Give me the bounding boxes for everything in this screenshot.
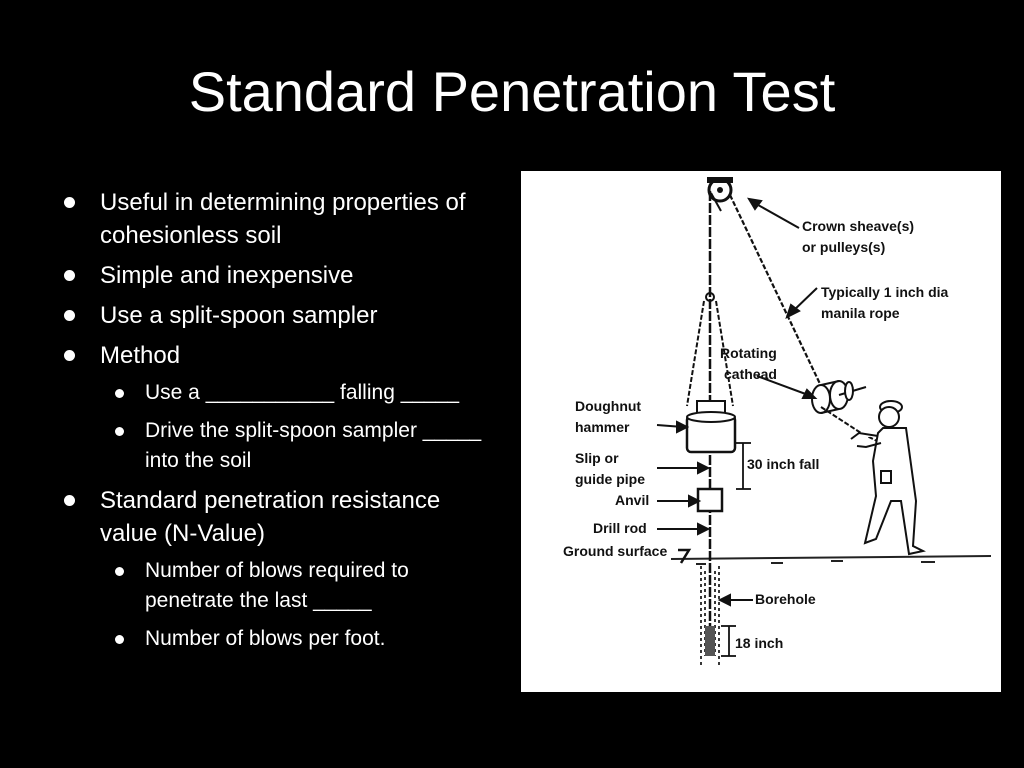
bullet-item xyxy=(60,299,500,332)
bullet-dot-icon xyxy=(115,635,124,644)
sub-bullet-text: Use a ___________ falling _____ xyxy=(145,381,460,404)
sub-bullet-item xyxy=(100,624,500,654)
sub-bullet-text: Drive the split-spoon sampler _____ into the soil xyxy=(145,419,482,472)
rotating-cathead xyxy=(812,381,866,413)
label-rope-1: Typically 1 inch dia xyxy=(821,284,949,300)
label-cathead-1: Rotating xyxy=(720,345,777,361)
label-anvil: Anvil xyxy=(615,492,650,508)
sub-bullet-list xyxy=(100,556,500,654)
slide-title: Standard Penetration Test xyxy=(188,60,836,123)
label-fall: 30 inch fall xyxy=(747,456,820,472)
depth-dimension xyxy=(721,626,736,656)
label-slip-1: Slip or xyxy=(575,450,619,466)
worker-figure xyxy=(851,401,923,554)
bullet-dot-icon xyxy=(64,495,75,506)
doughnut-hammer xyxy=(687,401,735,452)
spt-diagram xyxy=(521,171,1001,692)
bullet-item xyxy=(60,259,500,292)
callout-arrows xyxy=(657,199,820,605)
sub-bullet-list xyxy=(100,378,500,476)
bullet-dot-icon xyxy=(115,567,124,576)
label-cathead-2: cathead xyxy=(724,366,777,382)
bullet-dot-icon xyxy=(64,270,75,281)
label-depth: 18 inch xyxy=(735,635,784,651)
label-borehole: Borehole xyxy=(755,591,816,607)
sub-bullet-text: Number of blows per foot. xyxy=(145,627,386,650)
bullet-item xyxy=(60,484,500,654)
bullet-text: Useful in determining properties of cohesionless soil xyxy=(100,189,466,249)
bullet-dot-icon xyxy=(64,197,75,208)
bullet-dot-icon xyxy=(115,389,124,398)
bullet-item xyxy=(60,339,500,476)
bullet-dot-icon xyxy=(64,310,75,321)
anvil xyxy=(698,489,722,511)
bullet-text: Use a split-spoon sampler xyxy=(100,302,378,329)
label-hammer-2: hammer xyxy=(575,419,630,435)
ground-surface-symbol-icon xyxy=(678,550,689,563)
label-slip-2: guide pipe xyxy=(575,471,645,487)
spt-diagram-svg xyxy=(521,171,1001,692)
label-ground-surface: Ground surface xyxy=(563,543,668,559)
label-drill-rod: Drill rod xyxy=(593,520,647,536)
label-rope-2: manila rope xyxy=(821,305,900,321)
split-spoon-sampler xyxy=(705,626,715,656)
label-crown-sheave-2: or pulleys(s) xyxy=(802,239,886,255)
bullet-item xyxy=(60,186,500,252)
ground-line xyxy=(671,556,991,564)
bullet-list xyxy=(60,186,500,662)
sub-bullet-item xyxy=(100,416,500,476)
label-crown-sheave-1: Crown sheave(s) xyxy=(802,218,915,234)
bullet-text: Standard penetration resistance value (N-Value) xyxy=(100,487,441,547)
bullet-text: Simple and inexpensive xyxy=(100,262,354,289)
bullet-text: Method xyxy=(100,342,181,369)
sub-bullet-text: Number of blows required to penetrate the last _____ xyxy=(145,559,409,612)
label-hammer-1: Doughnut xyxy=(575,398,642,414)
bullet-dot-icon xyxy=(115,427,124,436)
sub-bullet-item xyxy=(100,556,500,616)
bullet-dot-icon xyxy=(64,350,75,361)
sub-bullet-item xyxy=(100,378,500,408)
